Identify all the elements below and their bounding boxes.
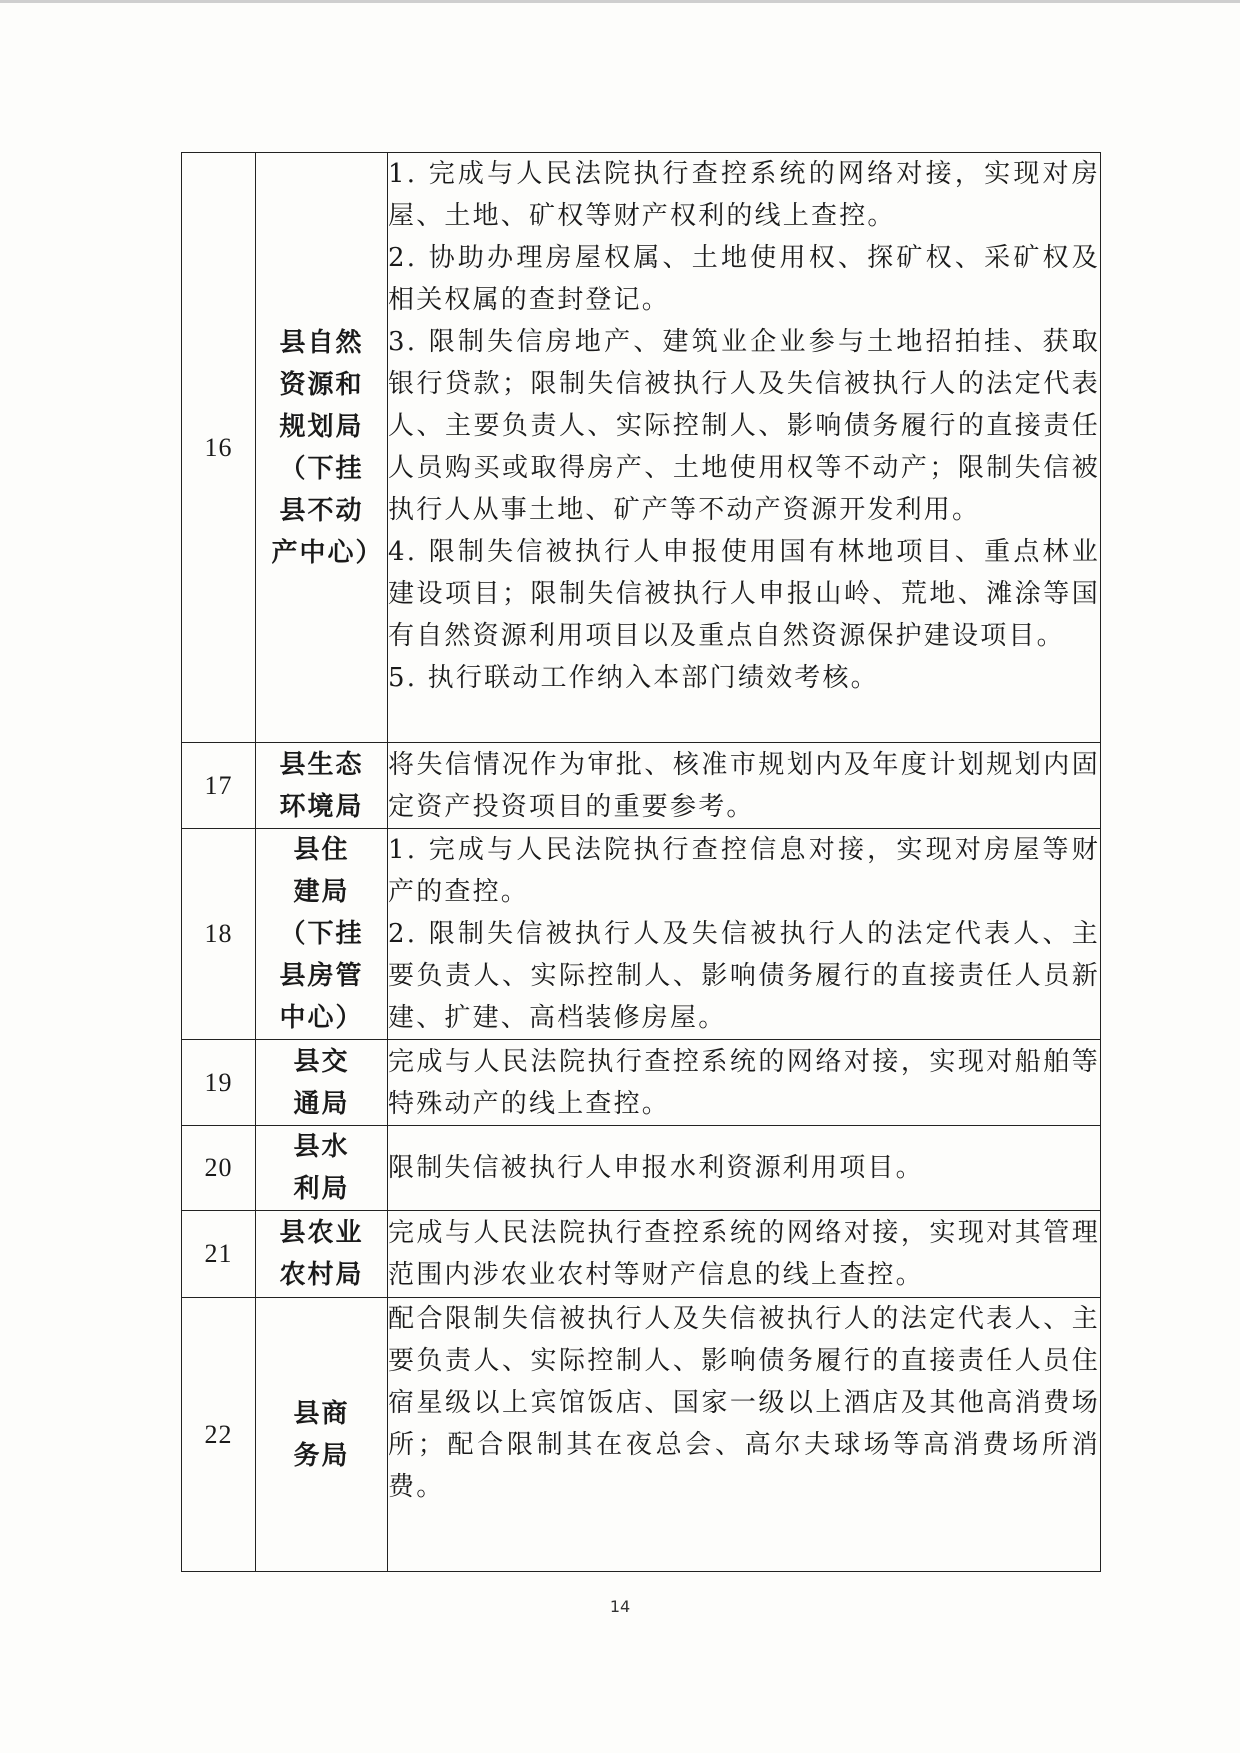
department-name: 县住 建局 （下挂 县房管 中心） [279,835,364,1033]
duty-cell [388,1040,1101,1126]
duty-item: 2. 限制失信被执行人及失信被执行人的法定代表人、主要负责人、实际控制人、影响债务履行的直接责任人员新建、扩建、高档装修房屋。 [388,919,1100,1033]
row-number: 22 [182,1298,256,1572]
department-name: 县交 通局 [293,1046,350,1119]
table-row [182,743,1101,829]
table-row [182,1126,1101,1211]
duty-cell [388,829,1101,1040]
department-name: 县自然 资源和 规划局 （下挂 县不动 产中心） [271,327,384,568]
duty-cell [388,1211,1101,1298]
duty-item: 配合限制失信被执行人及失信被执行人的法定代表人、主要负责人、实际控制人、影响债务履行的直接责任人员住宿星级以上宾馆饭店、国家一级以上酒店及其他高消费场所；配合限制其在夜总会、高尔夫球场等高消费场所消费。 [388,1304,1100,1502]
row-number: 18 [182,829,256,1040]
duty-item: 完成与人民法院执行查控系统的网络对接，实现对船舶等特殊动产的线上查控。 [388,1046,1100,1119]
table-row [182,1211,1101,1298]
duty-item: 5. 执行联动工作纳入本部门绩效考核。 [388,663,879,693]
duty-item: 限制失信被执行人申报水利资源利用项目。 [388,1153,924,1183]
department-name: 县水 利局 [293,1132,350,1204]
table-row [182,829,1101,1040]
responsibility-table [181,152,1101,1572]
page-number: 14 [609,1597,631,1616]
table-row [182,153,1101,743]
row-number: 16 [182,153,256,743]
row-number: 21 [182,1211,256,1298]
duty-cell [388,743,1101,829]
scan-top-edge [0,0,1240,3]
table-row [182,1298,1101,1572]
duty-item: 2. 协助办理房屋权属、土地使用权、探矿权、采矿权及相关权属的查封登记。 [388,243,1100,315]
duty-cell [388,1298,1101,1572]
row-number: 19 [182,1040,256,1126]
duty-item: 1. 完成与人民法院执行查控系统的网络对接，实现对房屋、土地、矿权等财产权利的线上查控。 [388,159,1100,231]
duty-cell [388,1126,1101,1211]
row-number: 17 [182,743,256,829]
duty-item: 完成与人民法院执行查控系统的网络对接，实现对其管理范围内涉农业农村等财产信息的线上查控。 [388,1218,1100,1290]
duty-item: 3. 限制失信房地产、建筑业企业参与土地招拍挂、获取银行贷款；限制失信被执行人及失信被执行人的法定代表人、主要负责人、实际控制人、影响债务履行的直接责任人员购买或取得房产、土地使用权等不动产；限制失信被执行人从事土地、矿产等不动产资源开发利用。 [388,327,1100,525]
department-name: 县商 务局 [293,1398,350,1471]
department-name: 县生态 环境局 [279,749,364,822]
duty-cell [388,153,1101,743]
department-name: 县农业 农村局 [279,1218,364,1290]
table-row [182,1040,1101,1126]
duty-item: 4. 限制失信被执行人申报使用国有林地项目、重点林业建设项目；限制失信被执行人申报山岭、荒地、滩涂等国有自然资源利用项目以及重点自然资源保护建设项目。 [388,537,1100,651]
duty-item: 1. 完成与人民法院执行查控信息对接，实现对房屋等财产的查控。 [388,835,1100,907]
duty-item: 将失信情况作为审批、核准市规划内及年度计划规划内固定资产投资项目的重要参考。 [388,749,1100,822]
row-number: 20 [182,1126,256,1211]
